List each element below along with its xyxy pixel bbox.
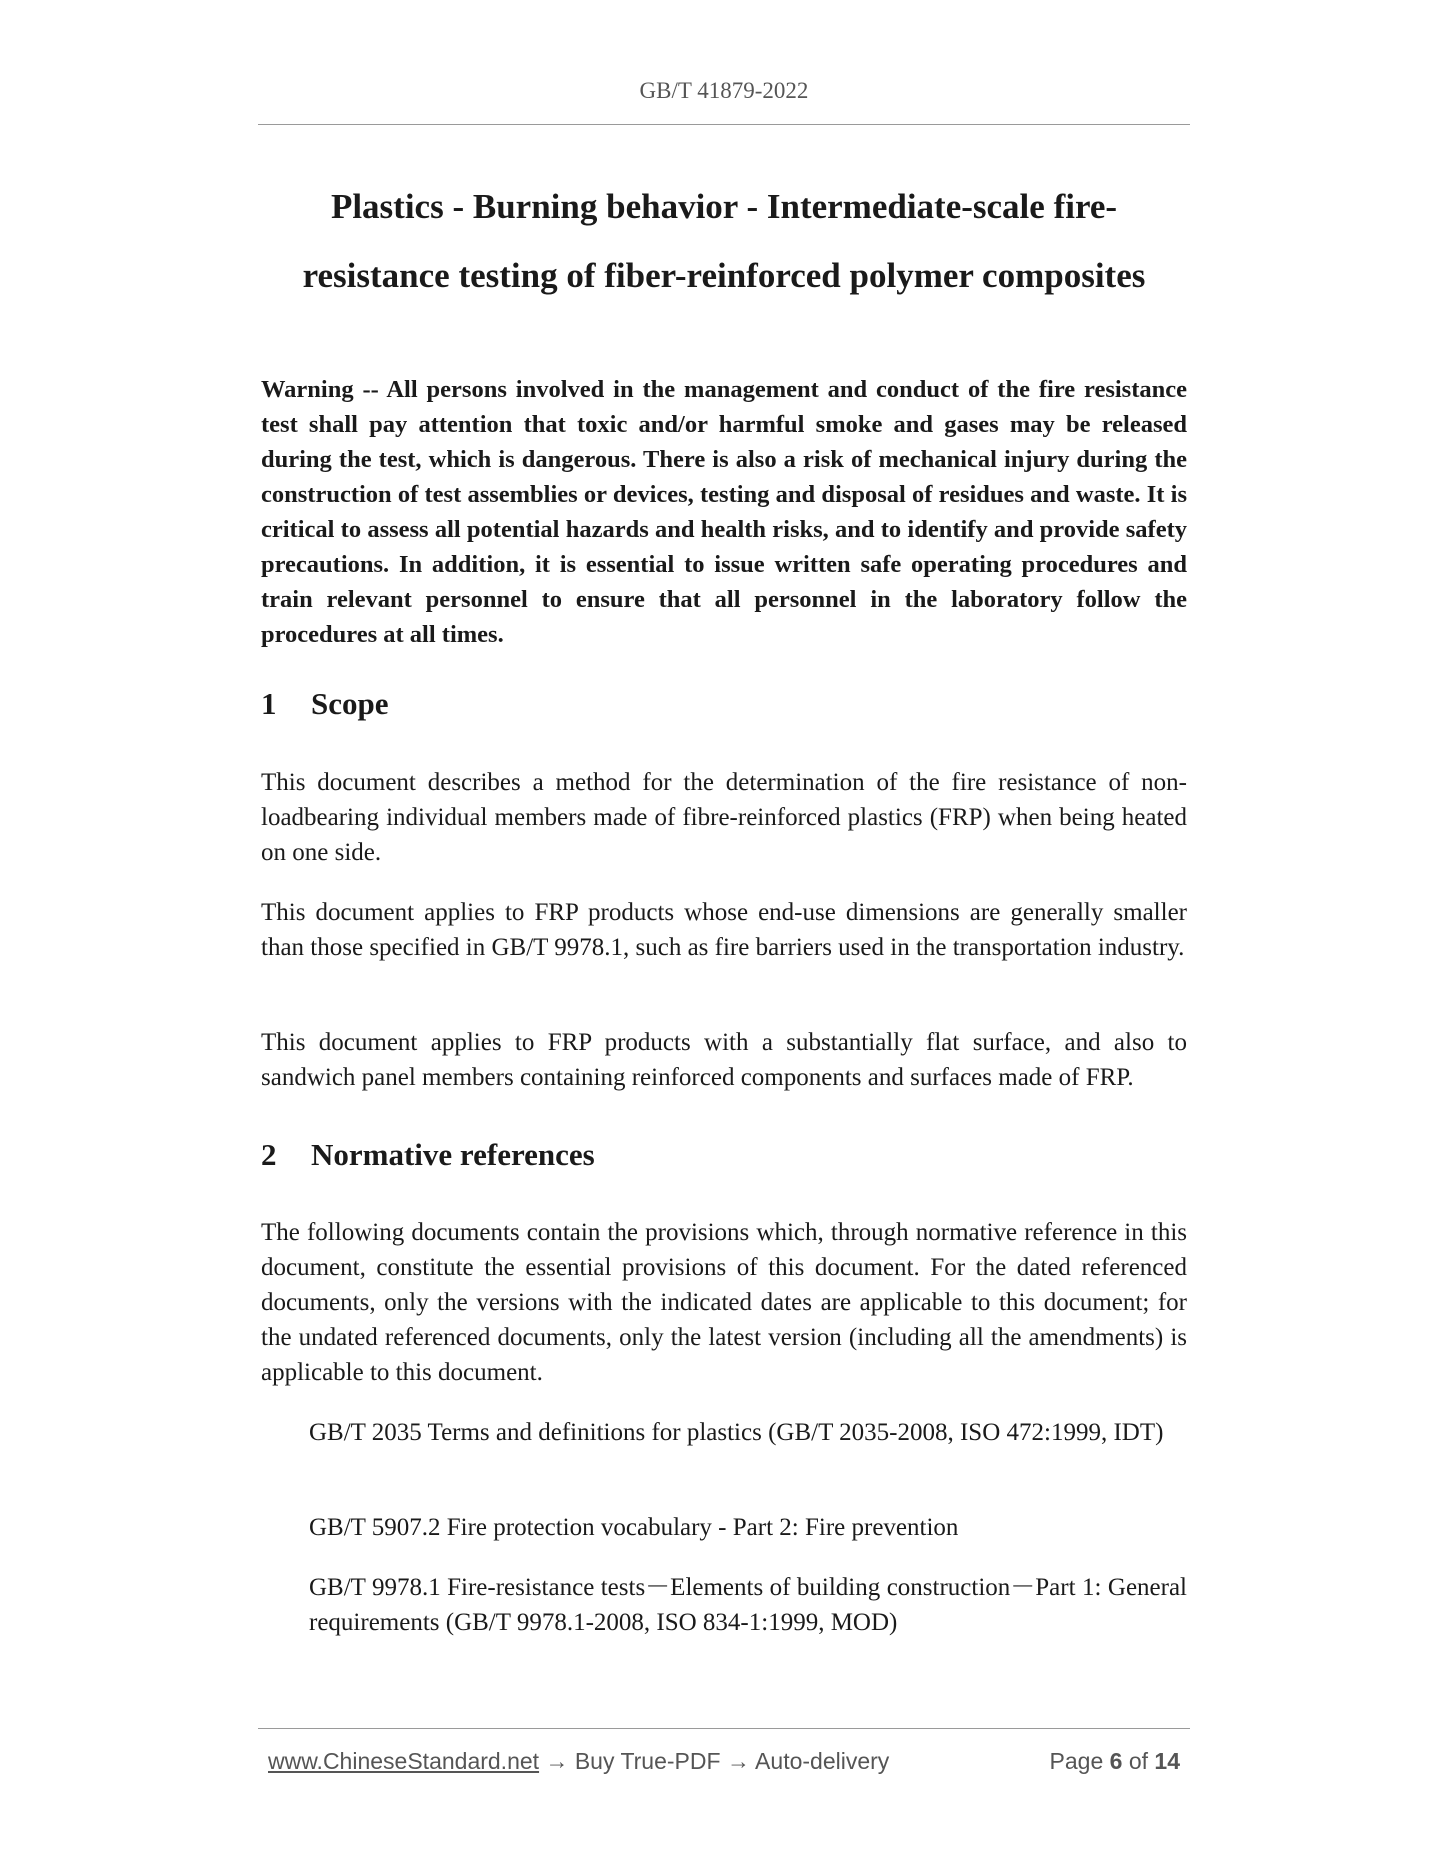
title-line-1: Plastics - Burning behavior - Intermediate-scale fire-: [330, 187, 1118, 226]
section-2-number: 2: [261, 1137, 277, 1172]
section-1-title: Scope: [311, 686, 389, 721]
page-indicator: [1050, 1748, 1180, 1775]
section-2-title: Normative references: [311, 1137, 595, 1172]
section-2-heading: [261, 1135, 1187, 1175]
section-1-heading: [261, 684, 1187, 724]
page-current: 6: [1109, 1748, 1123, 1774]
reference-item: GB/T 9978.1 Fire-resistance tests－Elements of building construction－Part 1: General requirements (GB/T 9978.1-2008, ISO 834-1:1999, MOD): [309, 1574, 1187, 1636]
page-footer: [268, 1748, 1180, 1782]
document-code-header: GB/T 41879-2022: [639, 78, 809, 103]
page-total: 14: [1154, 1748, 1180, 1774]
scope-paragraph-3: This document applies to FRP products with a substantially flat surface, and also to sandwich panel members containing reinforced components and surfaces made of FRP.: [261, 1029, 1187, 1091]
footer-divider: [258, 1728, 1190, 1729]
page-label: Page: [1049, 1748, 1104, 1774]
page-of: of: [1128, 1748, 1149, 1774]
title-line-2: resistance testing of fiber-reinforced polymer composites: [302, 256, 1146, 295]
normative-references-intro: The following documents contain the provisions which, through normative reference in this document, constitute the essential provisions of this document. For the dated referenced documents, only the versions with the indicated dates are applicable to this document; for the undated referenced documents, only the latest version (including all the amendments) is applicable to this document.: [261, 1219, 1187, 1386]
footer-links: [268, 1748, 889, 1775]
reference-item: GB/T 5907.2 Fire protection vocabulary - Part 2: Fire prevention: [309, 1514, 959, 1541]
header-divider: [258, 124, 1190, 125]
reference-item: GB/T 2035 Terms and definitions for plastics (GB/T 2035-2008, ISO 472:1999, IDT): [309, 1419, 1164, 1446]
document-title: [258, 172, 1190, 310]
scope-paragraph-1: This document describes a method for the determination of the fire resistance of non-loadbearing individual members made of fibre-reinforced plastics (FRP) when being heated on one side.: [261, 769, 1187, 866]
footer-nav-text: → Buy True-PDF → Auto-delivery: [545, 1748, 890, 1774]
section-1-number: 1: [261, 686, 277, 721]
scope-paragraph-2: This document applies to FRP products whose end-use dimensions are generally smaller than those specified in GB/T 9978.1, such as fire barriers used in the transportation industry.: [261, 899, 1187, 961]
chinese-standard-link[interactable]: www.ChineseStandard.net: [268, 1748, 540, 1774]
warning-paragraph: Warning -- All persons involved in the management and conduct of the fire resistance test shall pay attention that toxic and/or harmful smoke and gases may be released during the test, which is dangerous. There is also a risk of mechanical injury during the construction of test assemblies or devices, testing and disposal of residues and waste. It is critical to assess all potential hazards and health risks, and to identify and provide safety precautions. In addition, it is essential to issue written safe operating procedures and train relevant personnel to ensure that all personnel in the laboratory follow the procedures at all times.: [261, 376, 1187, 648]
